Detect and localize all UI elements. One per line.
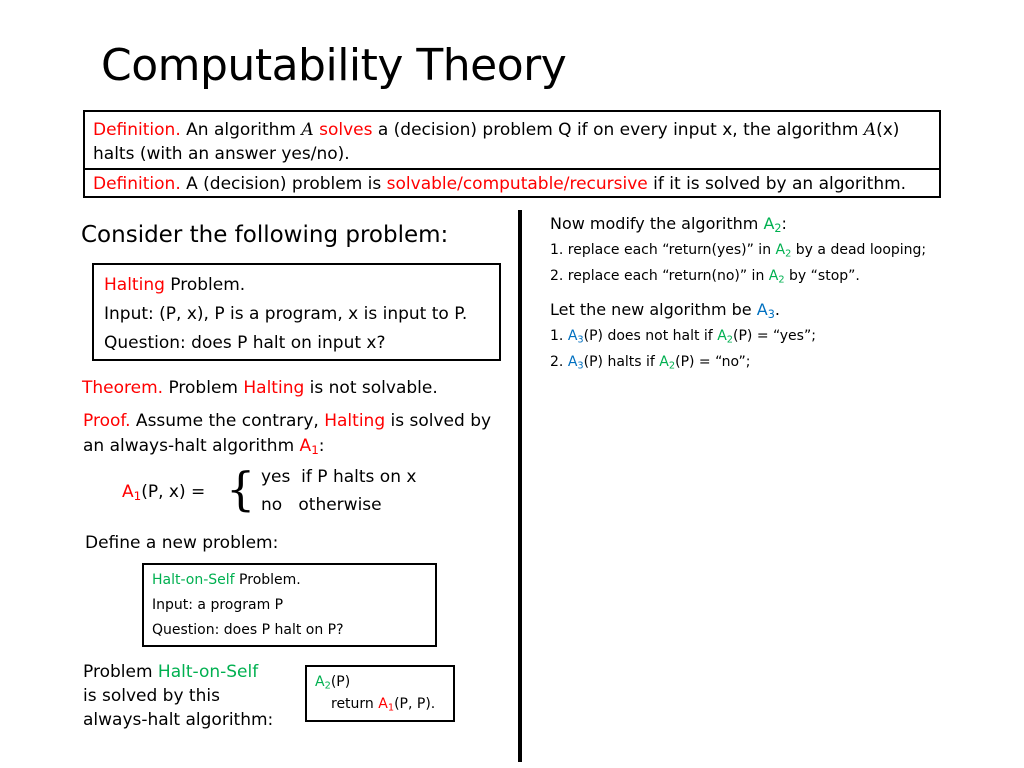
- halt-on-self-box: [142, 563, 437, 647]
- hos-title: [152, 568, 427, 593]
- algorithm-a2: [659, 354, 675, 370]
- subscript: 2: [778, 274, 785, 286]
- a2-header: [315, 671, 445, 693]
- algorithm-letter: A: [567, 328, 578, 344]
- algorithm-symbol: A: [301, 120, 314, 140]
- proof: [83, 409, 503, 459]
- text: Let the new algorithm be: [550, 300, 757, 319]
- theorem: [82, 376, 438, 400]
- text-line: [83, 660, 303, 684]
- text: :: [318, 436, 325, 456]
- text: Assume the contrary,: [130, 411, 325, 431]
- a2-algorithm-box: [305, 665, 455, 722]
- subscript: 2: [668, 360, 676, 372]
- text: (P) does not halt if: [583, 328, 718, 344]
- a1-function: [122, 482, 205, 502]
- hos-input: Input: a program P: [152, 597, 284, 613]
- case-brace: {: [226, 462, 256, 516]
- text: An algorithm: [180, 120, 302, 140]
- algorithm-a2: [769, 268, 785, 284]
- halting-question: Question: does P halt on input x?: [104, 333, 386, 353]
- subscript: 2: [774, 221, 782, 235]
- algorithm-letter: A: [763, 214, 775, 233]
- text: 2.: [550, 354, 568, 370]
- solvable-term: solvable/computable/recursive: [386, 174, 648, 194]
- list-item: [550, 323, 816, 349]
- algorithm-a2: [776, 242, 792, 258]
- text: 1. replace each “return(yes)” in: [550, 242, 776, 258]
- algorithm-letter: A: [567, 354, 578, 370]
- algorithm-letter: A: [717, 328, 727, 344]
- halt-on-self-term: Halt-on-Self: [157, 662, 259, 682]
- a1-cases: [261, 463, 416, 519]
- algorithm-a3: [757, 300, 775, 319]
- case-yes: yes if P halts on x: [261, 467, 417, 487]
- halting-problem-title: [104, 271, 489, 300]
- text: :: [781, 214, 787, 233]
- halt-on-self-term: Halt-on-Self: [152, 572, 235, 588]
- text: (P) = “no”;: [675, 354, 751, 370]
- text: 2. replace each “return(no)” in: [550, 268, 769, 284]
- halting-term: Halting: [104, 275, 165, 295]
- text: Problem.: [164, 275, 246, 295]
- algorithm-letter: A: [756, 300, 768, 319]
- algorithm-letter: A: [775, 242, 786, 258]
- definitions-box: [83, 110, 941, 198]
- list-item: [550, 237, 926, 263]
- algorithm-letter: A: [378, 696, 388, 712]
- algorithm-a2: [763, 214, 781, 233]
- new-algorithm-list: [550, 323, 816, 375]
- text: (P): [330, 674, 351, 690]
- modify-heading: [550, 212, 787, 236]
- text: if it is solved by an algorithm.: [647, 174, 907, 194]
- halting-problem-box: [92, 263, 501, 361]
- define-new-problem: Define a new problem:: [85, 533, 279, 553]
- text: (P) halts if: [583, 354, 660, 370]
- algorithm-letter: A: [659, 354, 669, 370]
- subscript: 1: [387, 702, 395, 714]
- subscript: 2: [324, 680, 331, 692]
- text: is solved by an always-halt algorithm: [83, 411, 492, 456]
- text: A (decision) problem is: [180, 174, 387, 194]
- algorithm-symbol: A: [863, 120, 877, 140]
- subscript: 1: [311, 442, 319, 457]
- definition-solves: [93, 118, 933, 166]
- subscript: 3: [767, 307, 775, 321]
- modify-list: [550, 237, 926, 289]
- algorithm-a1: [378, 696, 394, 712]
- hos-question: Question: does P halt on P?: [152, 622, 344, 638]
- algorithm-a3: [568, 354, 584, 370]
- algorithm-a1: [122, 482, 141, 502]
- subscript: 3: [577, 360, 584, 372]
- halting-input: Input: (P, x), P is a program, x is input to P.: [104, 304, 468, 324]
- algorithm-letter: A: [768, 268, 779, 284]
- text: (P, P).: [394, 696, 436, 712]
- subscript: 2: [785, 248, 792, 260]
- divider: [85, 168, 939, 170]
- halting-term: Halting: [324, 411, 386, 431]
- subscript: 1: [133, 488, 142, 503]
- new-algorithm-heading: [550, 298, 780, 322]
- definition-solvable: [93, 172, 906, 196]
- theorem-label: Theorem.: [82, 378, 164, 398]
- algorithm-letter: A: [299, 436, 312, 456]
- text-line: always-halt algorithm:: [83, 710, 274, 730]
- halting-term: Halting: [243, 378, 305, 398]
- list-item: [550, 263, 926, 289]
- text: 1.: [550, 328, 568, 344]
- text: by a dead looping;: [791, 242, 927, 258]
- text: return: [331, 696, 379, 712]
- algorithm-a2: [717, 328, 733, 344]
- definition-label: Definition.: [93, 120, 181, 140]
- algorithm-letter: A: [315, 674, 325, 690]
- a2-return: [315, 693, 445, 715]
- text: (P) = “yes”;: [733, 328, 816, 344]
- text: Problem: [163, 378, 244, 398]
- text: Problem.: [234, 572, 301, 588]
- text: Now modify the algorithm: [550, 214, 764, 233]
- text: a (decision) problem Q if on every input x, the algorithm: [372, 120, 864, 140]
- text: .: [774, 300, 780, 319]
- algorithm-a1: [300, 436, 319, 456]
- column-divider: [518, 210, 522, 762]
- definition-label: Definition.: [93, 174, 181, 194]
- proof-label: Proof.: [83, 411, 131, 431]
- solves-term: solves: [319, 120, 373, 140]
- text: (x) halts (with an answer yes/no).: [93, 120, 900, 164]
- list-item: [550, 349, 816, 375]
- text: Problem: [83, 662, 158, 682]
- text: by “stop”.: [784, 268, 860, 284]
- subscript: 3: [577, 334, 584, 346]
- hos-solved-text: [83, 660, 303, 732]
- algorithm-a3: [568, 328, 584, 344]
- subscript: 2: [726, 334, 733, 346]
- text: (P, x) =: [141, 482, 206, 502]
- algorithm-letter: A: [122, 482, 134, 502]
- case-no: no otherwise: [261, 495, 382, 515]
- consider-heading: Consider the following problem:: [81, 222, 449, 248]
- text-line: is solved by this: [83, 686, 220, 706]
- algorithm-a2: [315, 674, 331, 690]
- page-title: Computability Theory: [101, 40, 567, 91]
- text: is not solvable.: [304, 378, 438, 398]
